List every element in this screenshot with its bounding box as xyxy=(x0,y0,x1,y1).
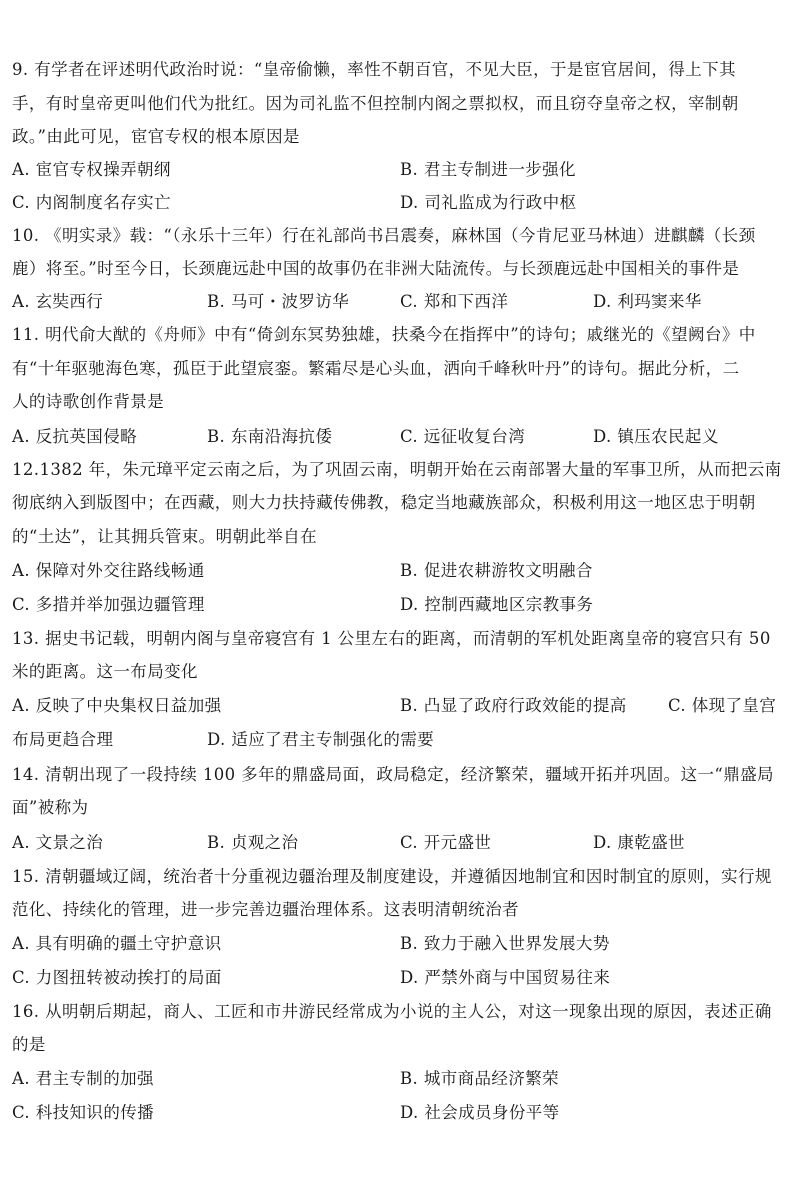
q10-option-b: B. 马可・波罗访华 xyxy=(207,292,350,311)
q9-stem-line-3: 政。”由此可见，宦官专权的根本原因是 xyxy=(12,127,300,146)
q14-stem-line-2: 面”被称为 xyxy=(12,798,89,817)
q15-stem-line-1: 15. 清朝疆域辽阔，统治者十分重视边疆治理及制度建设，并遵循因地制宜和因时制宜的原则，实行规 xyxy=(12,867,772,886)
q11-stem-line-2: 有“十年驱驰海色寒，孤臣于此望宸銮。繁霜尽是心头血，洒向千峰秋叶丹”的诗句。据此分析，二 xyxy=(12,359,740,378)
q16-stem-line-2: 的是 xyxy=(12,1035,46,1054)
q13-option-d: D. 适应了君主专制强化的需要 xyxy=(207,730,435,749)
q15-option-b: B. 致力于融入世界发展大势 xyxy=(400,934,610,953)
q14-option-b: B. 贞观之治 xyxy=(207,833,299,852)
q9-option-b: B. 君主专制进一步强化 xyxy=(400,160,576,179)
q16-stem-line-1: 16. 从明朝后期起，商人、工匠和市井游民经常成为小说的主人公，对这一现象出现的原因，表述正确 xyxy=(12,1002,772,1021)
q13-option-b: B. 凸显了政府行政效能的提高 xyxy=(400,696,627,715)
q10-stem-line-2: 鹿）将至。”时至今日，长颈鹿远赴中国的故事仍在非洲大陆流传。与长颈鹿远赴中国相关的事件是 xyxy=(12,259,740,278)
q10-stem-line-1: 10. 《明实录》载：“（永乐十三年）行在礼部尚书吕震奏，麻林国（今肯尼亚马林迪）进麒麟（长颈 xyxy=(12,226,756,245)
q10-option-c: C. 郑和下西洋 xyxy=(400,292,509,311)
q16-option-d: D. 社会成员身份平等 xyxy=(400,1103,560,1122)
q13-option-c-continued: 布局更趋合理 xyxy=(12,730,114,749)
q13-option-c: C. 体现了皇宫 xyxy=(668,696,777,715)
q16-option-b: B. 城市商品经济繁荣 xyxy=(400,1069,560,1088)
q12-stem-line-1: 12.1382 年，朱元璋平定云南之后，为了巩固云南，明朝开始在云南部署大量的军事卫所，从而把云南 xyxy=(12,460,782,479)
q10-option-d: D. 利玛窦来华 xyxy=(593,292,702,311)
q12-option-a: A. 保障对外交往路线畅通 xyxy=(12,561,205,580)
q12-stem-line-3: 的“土达”，让其拥兵管束。明朝此举自在 xyxy=(12,527,317,546)
q9-option-a: A. 宦官专权操弄朝纲 xyxy=(12,160,171,179)
q11-option-d: D. 镇压农民起义 xyxy=(593,427,719,446)
q9-stem-line-2: 手，有时皇帝更叫他们代为批红。因为司礼监不但控制内阁之票拟权，而且窃夺皇帝之权，宰制朝 xyxy=(12,94,739,113)
q9-stem-line-1: 9. 有学者在评述明代政治时说：“皇帝偷懒，率性不朝百官，不见大臣，于是宦官居间，得上下其 xyxy=(12,60,736,79)
q11-stem-line-1: 11. 明代俞大猷的《舟师》中有“倚剑东冥势独雄，扶桑今在指挥中”的诗句；戚继光的《望阙台》中 xyxy=(12,325,756,344)
q12-option-c: C. 多措并举加强边疆管理 xyxy=(12,595,205,614)
q14-option-c: C. 开元盛世 xyxy=(400,833,492,852)
q12-stem-line-2: 彻底纳入到版图中；在西藏，则大力扶持藏传佛教，稳定当地藏族部众，积极利用这一地区忠于明朝 xyxy=(12,493,756,512)
q14-stem-line-1: 14. 清朝出现了一段持续 100 多年的鼎盛局面，政局稳定，经济繁荣，疆域开拓并巩固。这一“鼎盛局 xyxy=(12,765,774,784)
q12-option-b: B. 促进农耕游牧文明融合 xyxy=(400,561,593,580)
q15-stem-line-2: 范化、持续化的管理，进一步完善边疆治理体系。这表明清朝统治者 xyxy=(12,900,519,919)
q11-option-c: C. 远征收复台湾 xyxy=(400,427,526,446)
q15-option-a: A. 具有明确的疆土守护意识 xyxy=(12,934,222,953)
q11-option-b: B. 东南沿海抗倭 xyxy=(207,427,333,446)
q15-option-c: C. 力图扭转被动挨打的局面 xyxy=(12,968,222,987)
q13-option-a: A. 反映了中央集权日益加强 xyxy=(12,696,222,715)
q9-option-c: C. 内阁制度名存实亡 xyxy=(12,193,171,212)
q11-stem-line-3: 人的诗歌创作背景是 xyxy=(12,392,165,411)
q10-option-a: A. 玄奘西行 xyxy=(12,292,104,311)
q9-option-d: D. 司礼监成为行政中枢 xyxy=(400,193,577,212)
q14-option-d: D. 康乾盛世 xyxy=(593,833,685,852)
q16-option-c: C. 科技知识的传播 xyxy=(12,1103,155,1122)
q13-stem-line-2: 米的距离。这一布局变化 xyxy=(12,662,198,681)
q16-option-a: A. 君主专制的加强 xyxy=(12,1069,154,1088)
q14-option-a: A. 文景之治 xyxy=(12,833,104,852)
q12-option-d: D. 控制西藏地区宗教事务 xyxy=(400,595,594,614)
q13-stem-line-1: 13. 据史书记载，明朝内阁与皇帝寝宫有 1 公里左右的距离，而清朝的军机处距离皇帝的寝宫只有 50 xyxy=(12,629,771,648)
q15-option-d: D. 严禁外商与中国贸易往来 xyxy=(400,968,611,987)
q11-option-a: A. 反抗英国侵略 xyxy=(12,427,138,446)
